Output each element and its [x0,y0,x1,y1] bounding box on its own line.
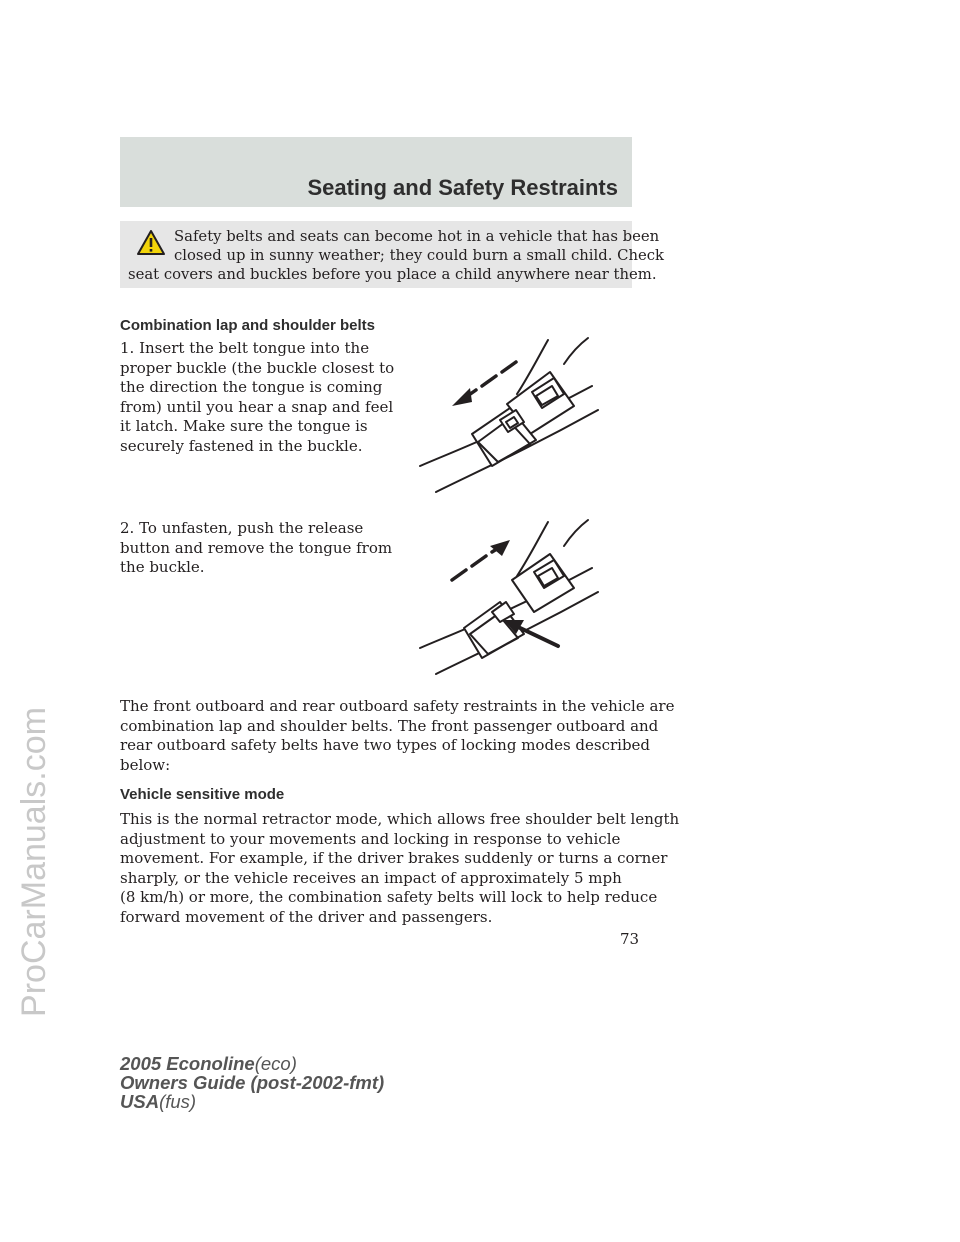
warning-text-line: Safety belts and seats can become hot in a vehicle that has been [174,228,660,245]
warning-text-line: closed up in sunny weather; they could burn a small child. Check [174,247,665,264]
text-line: The front outboard and rear outboard safety restraints in the vehicle are [120,697,675,715]
text-line: below: [120,755,171,774]
text-line: it latch. Make sure the tongue is [120,417,368,435]
text-line: sharply, or the vehicle receives an impact of approximately 5 mph [120,868,622,887]
text-line: button and remove the tongue from [120,538,393,557]
vehicle-sensitive-paragraph [120,810,679,927]
warning-box [120,221,665,288]
text-line: forward movement of the driver and passengers. [120,907,493,926]
warning-text-line: seat covers and buckles before you place a child anywhere near them. [128,266,657,283]
text-line: 2. To unfasten, push the release [120,519,364,537]
text-line: adjustment to your movements and locking in response to vehicle [120,829,621,848]
step-1-instructions [120,339,394,456]
belt-release-illustration [412,516,602,681]
text-line: This is the normal retractor mode, which allows free shoulder belt length [120,810,680,828]
text-line: rear outboard safety belts have two types of locking modes described [120,736,651,754]
section-heading-combination-belts: Combination lap and shoulder belts [120,317,376,334]
belt-insert-illustration [412,334,602,499]
page-number: 73 [620,930,640,948]
text-line: (8 km/h) or more, the combination safety belts will lock to help reduce [120,888,658,906]
text-line: the direction the tongue is coming [120,378,383,396]
footer-model-code: (eco) [254,1053,297,1074]
footer-market: USA [120,1091,160,1112]
document-footer [120,1054,384,1111]
text-line: 1. Insert the belt tongue into the [120,339,370,357]
text-line: from) until you hear a snap and feel [120,397,394,416]
text-line: combination lap and shoulder belts. The front passenger outboard and [120,716,659,735]
text-line: the buckle. [120,558,205,576]
footer-model: 2005 Econoline [120,1053,255,1074]
warning-triangle-icon [136,229,166,256]
watermark: ProCarManuals.com [14,707,53,1017]
locking-modes-paragraph [120,697,674,775]
step-2-instructions [120,519,392,578]
section-header-bar [120,137,632,207]
text-line: securely fastened in the buckle. [120,436,363,455]
section-heading-vehicle-sensitive: Vehicle sensitive mode [120,786,285,803]
footer-line [120,1073,384,1092]
footer-market-code: (fus) [159,1091,197,1112]
footer-guide: Owners Guide (post-2002-fmt) [120,1072,385,1093]
page-title: Seating and Safety Restraints [307,175,618,200]
footer-line [120,1054,384,1073]
footer-line [120,1092,384,1111]
text-line: proper buckle (the buckle closest to [120,358,395,377]
text-line: movement. For example, if the driver brakes suddenly or turns a corner [120,849,668,867]
